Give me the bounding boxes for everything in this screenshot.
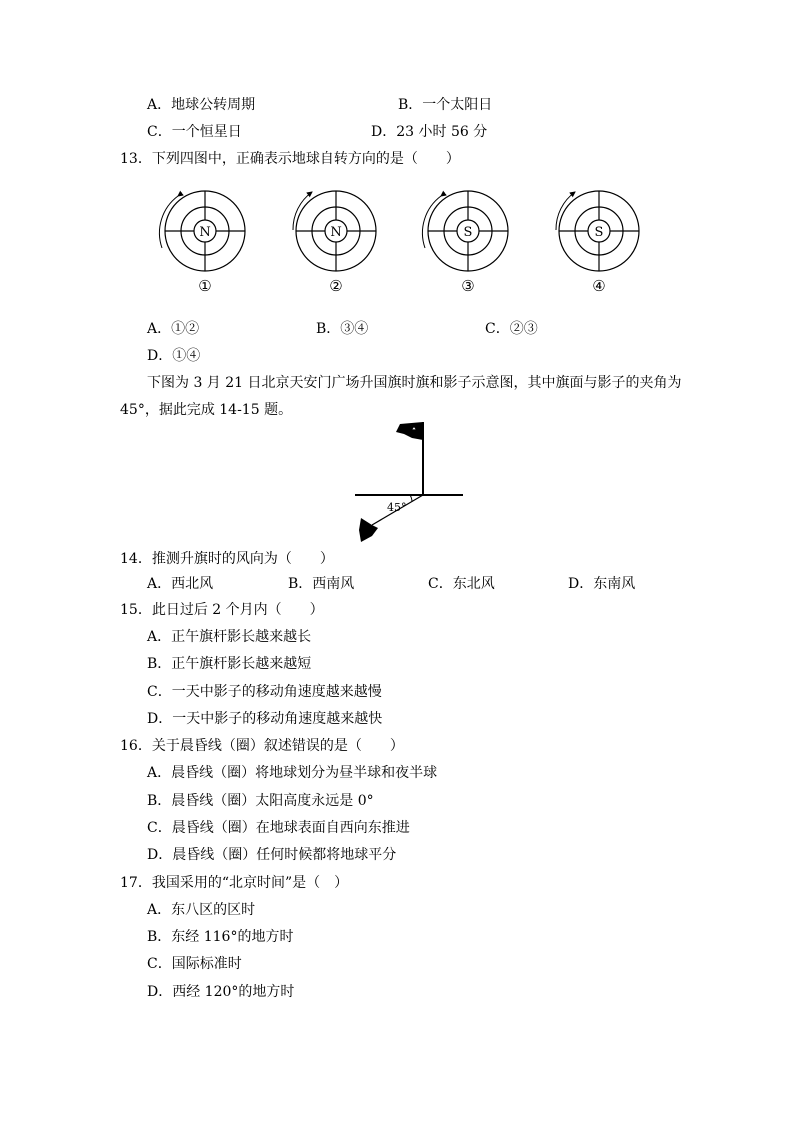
q14-option-d: D．东南风 bbox=[568, 576, 636, 592]
q16-option-d: D．晨昏线（圈）任何时候都将地球平分 bbox=[147, 847, 397, 863]
q15-stem: 15．此日过后 2 个月内（ ） bbox=[120, 602, 324, 618]
diagram-number-4: ④ bbox=[592, 277, 606, 295]
q16-option-a: A．晨昏线（圈）将地球划分为昼半球和夜半球 bbox=[147, 765, 438, 781]
q12-option-b: B．一个太阳日 bbox=[398, 97, 493, 113]
rotation-diagrams bbox=[0, 170, 794, 310]
intro-text-line-2: 45°，据此完成 14-15 题。 bbox=[120, 402, 293, 418]
pole-label-4: S bbox=[594, 225, 604, 240]
diagram-2 bbox=[293, 191, 376, 295]
q14-stem: 14．推测升旗时的风向为（ ） bbox=[120, 551, 334, 567]
q12-option-a: A．地球公转周期 bbox=[147, 97, 256, 113]
q13-option-c: C．②③ bbox=[485, 321, 538, 337]
rotation-arrow-2 bbox=[293, 192, 312, 230]
pole-label-3: S bbox=[463, 225, 473, 240]
q17-option-b: B．东经 116°的地方时 bbox=[147, 929, 294, 945]
diagram-number-2: ② bbox=[329, 277, 343, 295]
q13-option-b: B．③④ bbox=[316, 321, 369, 337]
q17-option-a: A．东八区的区时 bbox=[147, 902, 256, 918]
q14-option-b: B．西南风 bbox=[288, 576, 355, 592]
q15-option-d: D．一天中影子的移动角速度越来越快 bbox=[147, 711, 383, 727]
q16-stem: 16．关于晨昏线（圈）叙述错误的是（ ） bbox=[120, 738, 404, 754]
q16-option-c: C．晨昏线（圈）在地球表面自西向东推进 bbox=[147, 820, 410, 836]
q17-option-d: D．西经 120°的地方时 bbox=[147, 984, 295, 1000]
rotation-arrow-4 bbox=[556, 192, 575, 230]
diagram-number-1: ① bbox=[198, 277, 212, 295]
pole-label-2: N bbox=[330, 225, 342, 240]
q13-option-d: D．①④ bbox=[147, 348, 201, 364]
flag-shadow-icon bbox=[359, 518, 378, 542]
q14-option-a: A．西北风 bbox=[147, 576, 214, 592]
q12-option-d: D．23 小时 56 分 bbox=[371, 124, 488, 140]
q15-option-b: B．正午旗杆影长越来越短 bbox=[147, 656, 312, 672]
q14-option-c: C．东北风 bbox=[428, 576, 495, 592]
intro-text-line-1: 下图为 3 月 21 日北京天安门广场升国旗时旗和影子示意图，其中旗面与影子的夹角为 bbox=[147, 375, 682, 391]
flag-icon bbox=[396, 422, 423, 440]
q17-option-c: C．国际标准时 bbox=[147, 956, 242, 972]
q13-stem: 13．下列四图中，正确表示地球自转方向的是（ ） bbox=[120, 151, 460, 167]
diagram-number-3: ③ bbox=[461, 277, 475, 295]
angle-label: 45° bbox=[387, 501, 407, 514]
diagram-1 bbox=[159, 191, 245, 295]
pole-label-1: N bbox=[199, 225, 211, 240]
q16-option-b: B．晨昏线（圈）太阳高度永远是 0° bbox=[147, 793, 374, 809]
angle-arc bbox=[410, 495, 412, 502]
diagram-4 bbox=[556, 191, 639, 295]
diagram-3 bbox=[422, 191, 508, 295]
q12-option-c: C．一个恒星日 bbox=[147, 124, 242, 140]
flag-shadow-diagram bbox=[0, 418, 794, 548]
q17-stem: 17．我国采用的“北京时间”是（ ） bbox=[120, 875, 349, 891]
q15-option-c: C．一天中影子的移动角速度越来越慢 bbox=[147, 684, 382, 700]
q15-option-a: A．正午旗杆影长越来越长 bbox=[147, 629, 312, 645]
q13-option-a: A．①② bbox=[147, 321, 200, 337]
